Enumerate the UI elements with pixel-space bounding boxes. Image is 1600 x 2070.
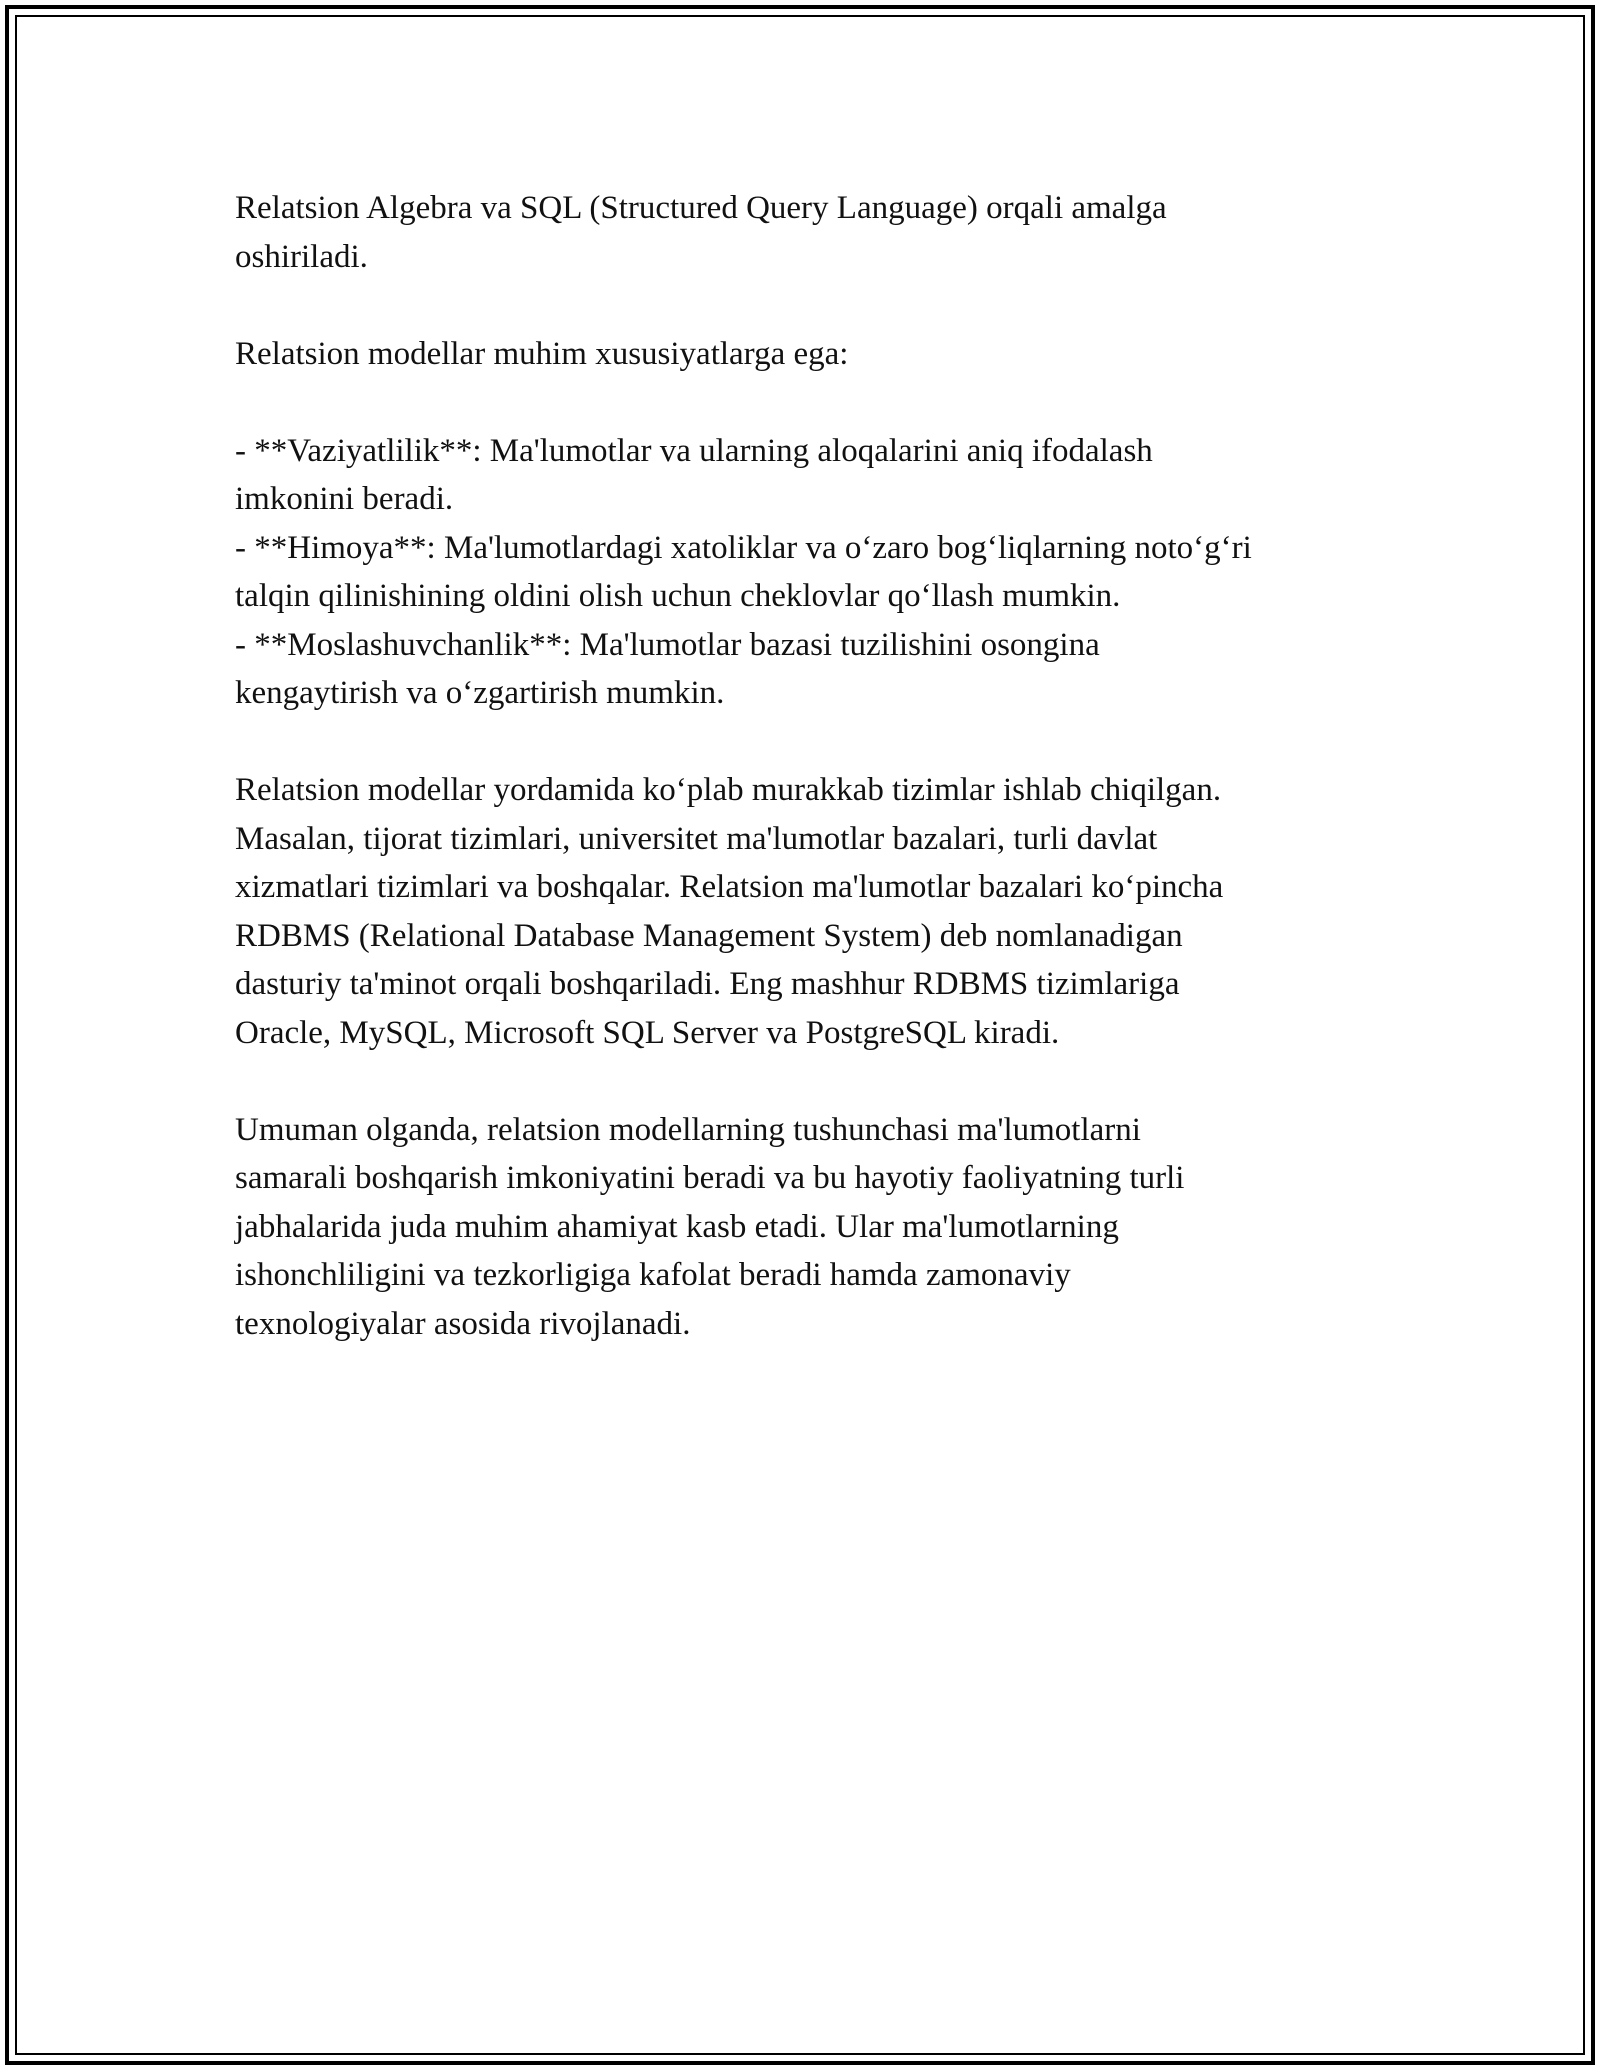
text-line: Umuman olganda, relatsion modellarning tushunchasi ma'lumotlarni bbox=[235, 1111, 1141, 1148]
text-line: texnologiyalar asosida rivojlanadi. bbox=[235, 1305, 691, 1342]
text-line: Relatsion modellar yordamida ko‘plab murakkab tizimlar ishlab chiqilgan. bbox=[235, 772, 1222, 808]
list-item-line: - **Himoya**: Ma'lumotlardagi xatoliklar va o‘zaro bog‘liqlarning noto‘g‘ri bbox=[235, 529, 1252, 566]
paragraph-2 bbox=[235, 330, 1395, 379]
text-line: RDBMS (Relational Database Management System) deb nomlanadigan bbox=[235, 917, 1183, 954]
document-body bbox=[235, 184, 1395, 1397]
list-item-line: talqin qilinishining oldini olish uchun cheklovlar qo‘llash mumkin. bbox=[235, 578, 1121, 614]
text-line: Relatsion modellar muhim xususiyatlarga ega: bbox=[235, 335, 849, 372]
text-line: Relatsion Algebra va SQL (Structured Query Language) orqali amalga bbox=[235, 190, 1167, 226]
text-line: samarali boshqarish imkoniyatini beradi va bu hayotiy faoliyatning turli bbox=[235, 1160, 1185, 1196]
feature-list bbox=[235, 427, 1395, 718]
text-line: xizmatlari tizimlari va boshqalar. Relatsion ma'lumotlar bazalari ko‘pincha bbox=[235, 869, 1224, 905]
list-item-line: - **Vaziyatlilik**: Ma'lumotlar va ularning aloqalarini aniq ifodalash bbox=[235, 432, 1153, 469]
list-item-line: kengaytirish va o‘zgartirish mumkin. bbox=[235, 675, 725, 711]
text-line: Oracle, MySQL, Microsoft SQL Server va PostgreSQL kiradi. bbox=[235, 1014, 1060, 1051]
text-line: dasturiy ta'minot orqali boshqariladi. Eng mashhur RDBMS tizimlariga bbox=[235, 966, 1180, 1002]
paragraph-5 bbox=[235, 1106, 1395, 1349]
paragraph-1 bbox=[235, 184, 1395, 281]
text-line: ishonchliligini va tezkorligiga kafolat beradi hamda zamonaviy bbox=[235, 1257, 1071, 1293]
list-item-line: imkonini beradi. bbox=[235, 481, 454, 517]
text-line: oshiriladi. bbox=[235, 238, 368, 275]
text-line: jabhalarida juda muhim ahamiyat kasb etadi. Ular ma'lumotlarning bbox=[235, 1208, 1119, 1245]
list-item-line: - **Moslashuvchanlik**: Ma'lumotlar bazasi tuzilishini osongina bbox=[235, 626, 1100, 663]
paragraph-4 bbox=[235, 766, 1395, 1057]
text-line: Masalan, tijorat tizimlari, universitet ma'lumotlar bazalari, turli davlat bbox=[235, 820, 1158, 857]
